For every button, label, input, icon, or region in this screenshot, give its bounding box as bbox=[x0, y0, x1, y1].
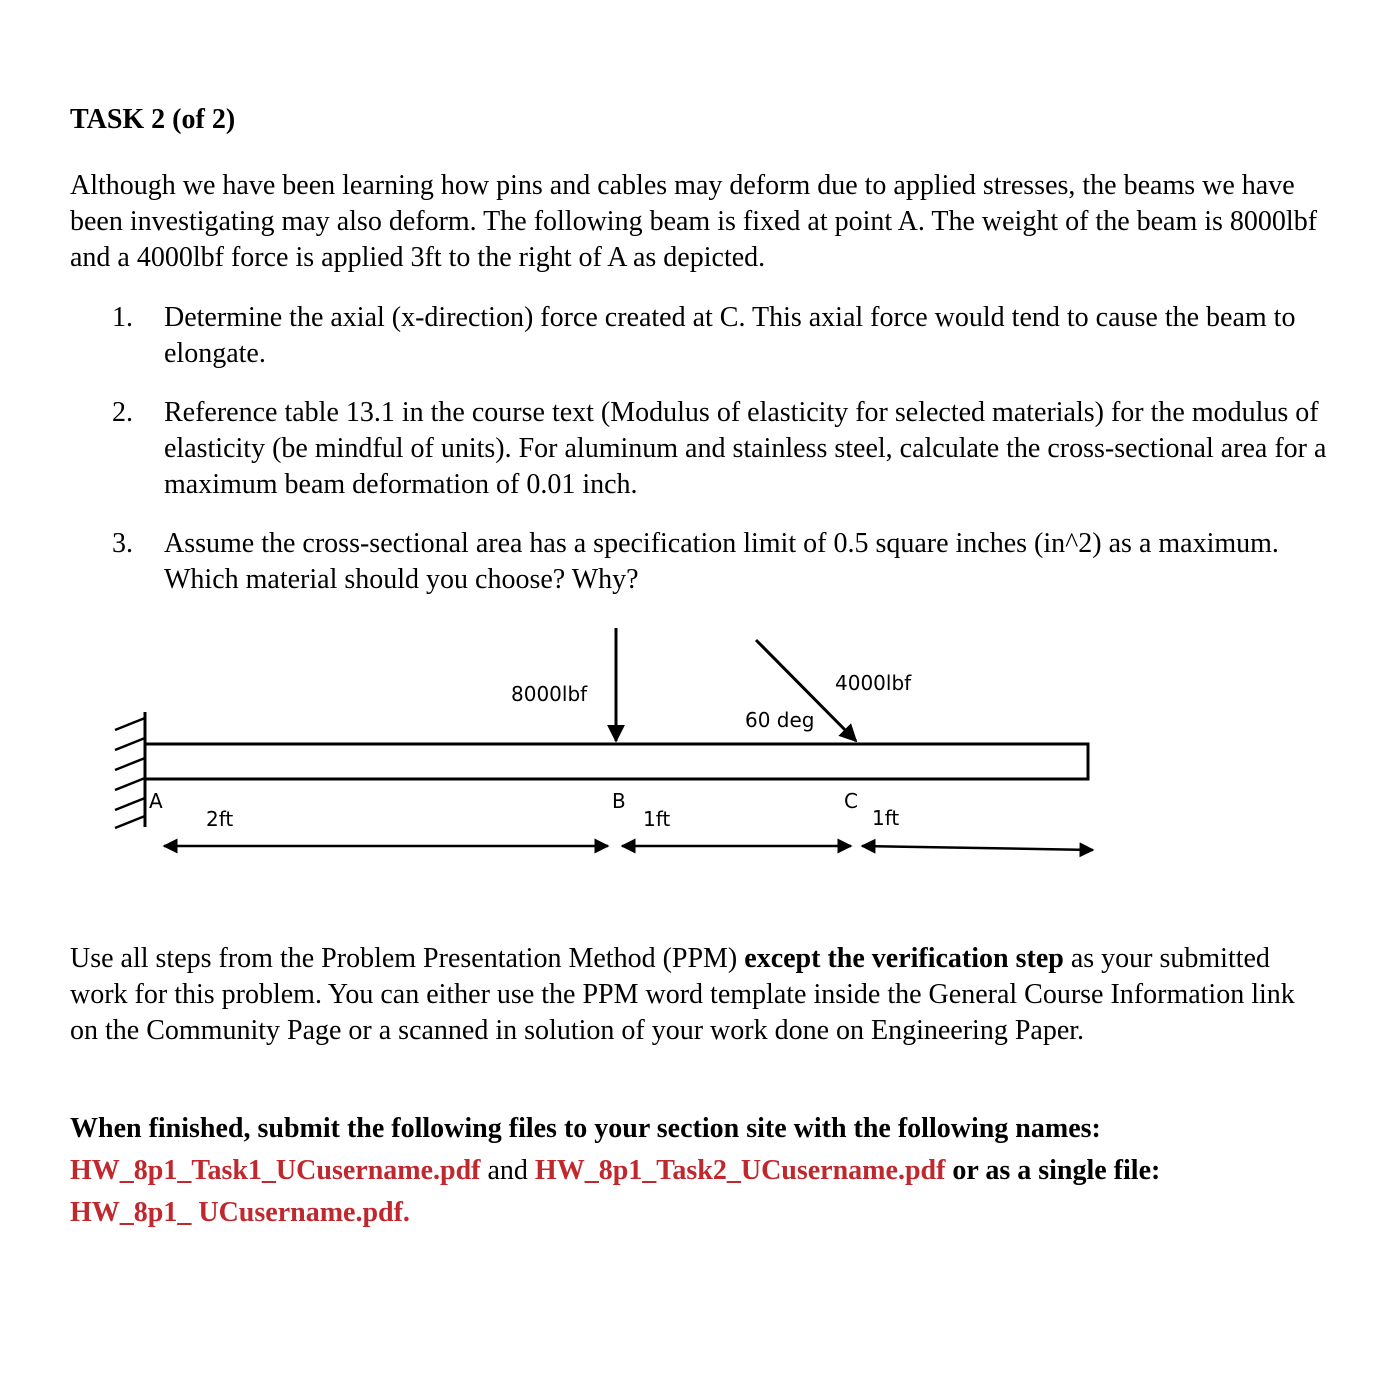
task-item bbox=[112, 300, 1332, 372]
dimension-c-end-arrow bbox=[862, 846, 1093, 850]
force-label: 4000lbf bbox=[835, 671, 912, 695]
task-item bbox=[112, 526, 1332, 598]
file-name-task2: HW_8p1_Task2_UCusername.pdf bbox=[534, 1155, 946, 1186]
file-name-single: HW_8p1_ UCusername.pdf. bbox=[70, 1197, 410, 1228]
dimension-ab-label: 2ft bbox=[206, 807, 234, 831]
beam-diagram bbox=[0, 600, 1379, 900]
task-text: Determine the axial (x-direction) force created at C. This axial force would tend to cause the beam to elongate. bbox=[164, 302, 1296, 369]
angle-label: 60 deg bbox=[745, 708, 815, 732]
ppm-paragraph bbox=[70, 941, 1320, 1049]
task-item bbox=[112, 395, 1332, 503]
intro-paragraph: Although we have been learning how pins and cables may deform due to applied stresses, the beams we have been investigating may also deform. The following beam is fixed at point A. The weight of the beam is 8000lbf and a 4000lbf force is applied 3ft to the right of A as depicted. bbox=[70, 170, 1318, 273]
submit-and: and bbox=[480, 1155, 535, 1186]
ppm-text-before: Use all steps from the Problem Presentation Method (PPM) bbox=[70, 943, 745, 974]
task-number: 3. bbox=[112, 528, 133, 559]
dimension-bc-label: 1ft bbox=[643, 807, 671, 831]
submit-instructions bbox=[70, 1108, 1320, 1234]
task-number: 1. bbox=[112, 302, 133, 333]
page-title: TASK 2 (of 2) bbox=[70, 104, 236, 135]
fixed-support bbox=[115, 712, 145, 828]
beam bbox=[145, 744, 1088, 779]
ppm-bold-text: except the verification step bbox=[744, 943, 1064, 974]
task-text: Reference table 13.1 in the course text (Modulus of elasticity for selected materials) for the modulus of elasticity (be mindful of units). For aluminum and stainless steel, calculate the cross-sectional area for a maximum beam deformation of 0.01 inch. bbox=[164, 397, 1327, 500]
weight-label: 8000lbf bbox=[511, 682, 588, 706]
dimension-c-end-label: 1ft bbox=[872, 806, 900, 830]
point-a-label: A bbox=[149, 789, 163, 813]
task-text: Assume the cross-sectional area has a specification limit of 0.5 square inches (in^2) as a maximum. Which material should you choose? Why? bbox=[164, 528, 1279, 595]
ppm-text-after: as your submitted work for this problem. You can either use the PPM word template inside the General Course Information link on the Community Page or a scanned in solution of your work done on Engineering Paper. bbox=[70, 943, 1295, 1046]
task-number: 2. bbox=[112, 397, 133, 428]
submit-or-single: or as a single file: bbox=[945, 1155, 1161, 1186]
point-c-label: C bbox=[844, 789, 858, 813]
point-b-label: B bbox=[612, 789, 626, 813]
submit-lead: When finished, submit the following files to your section site with the following names: bbox=[70, 1113, 1101, 1144]
file-name-task1: HW_8p1_Task1_UCusername.pdf bbox=[70, 1155, 481, 1186]
